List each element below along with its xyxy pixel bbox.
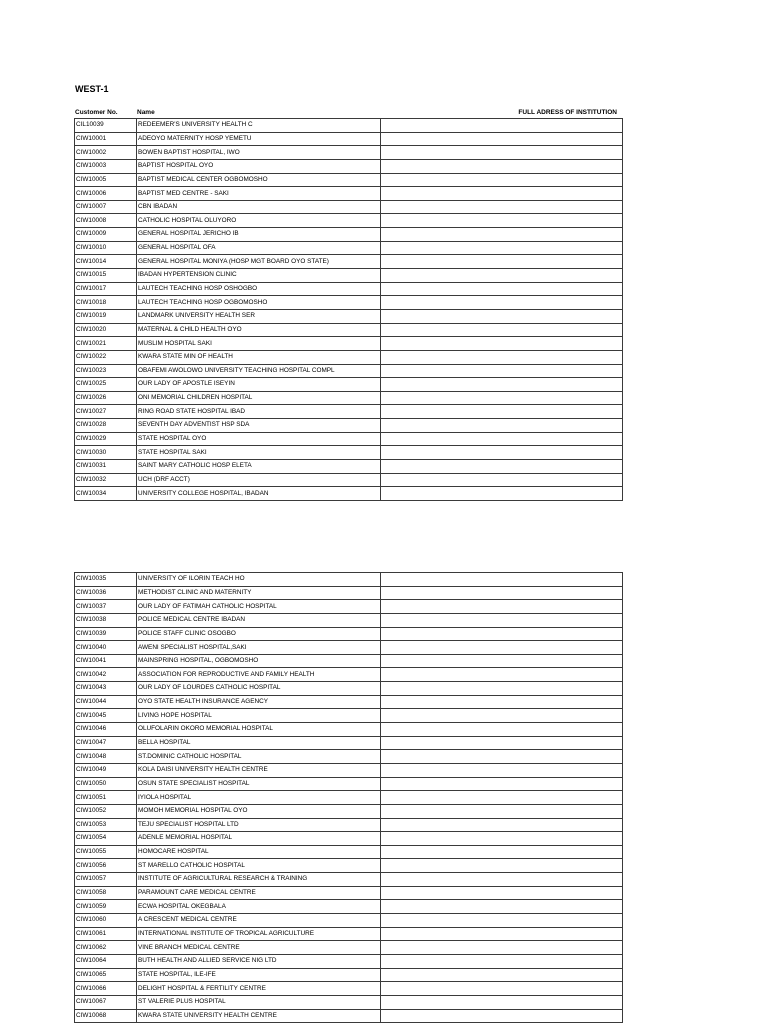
name-cell: BUTH HEALTH AND ALLIED SERVICE NIG LTD (137, 954, 381, 968)
table-row (75, 132, 623, 146)
name-cell: POLICE MEDICAL CENTRE IBADAN (137, 613, 381, 627)
address-cell (381, 173, 623, 187)
address-cell (381, 255, 623, 269)
table-row (75, 886, 623, 900)
table-row (75, 282, 623, 296)
name-cell: UNIVERSITY COLLEGE HOSPITAL, IBADAN (137, 487, 381, 501)
table-row (75, 709, 623, 723)
address-cell (381, 736, 623, 750)
customer-no-cell: CIW10058 (75, 886, 137, 900)
name-cell: OUR LADY OF APOSTLE ISEYIN (137, 378, 381, 392)
customer-no-cell: CIW10030 (75, 446, 137, 460)
table-row (75, 968, 623, 982)
customer-no-cell: CIW10021 (75, 337, 137, 351)
name-cell: MOMOH MEMORIAL HOSPITAL OYO (137, 804, 381, 818)
customer-no-cell: CIW10022 (75, 350, 137, 364)
address-cell (381, 804, 623, 818)
customer-no-cell: CIW10019 (75, 309, 137, 323)
customer-no-cell: CIW10056 (75, 859, 137, 873)
table-row (75, 641, 623, 655)
table-row (75, 573, 623, 587)
table-row (75, 845, 623, 859)
customer-no-cell: CIW10002 (75, 146, 137, 160)
customer-no-cell: CIW10052 (75, 804, 137, 818)
customer-no-cell: CIW10054 (75, 832, 137, 846)
customer-no-cell: CIW10009 (75, 228, 137, 242)
name-cell: ADENLE MEMORIAL HOSPITAL (137, 832, 381, 846)
address-cell (381, 900, 623, 914)
customer-no-cell: CIW10023 (75, 364, 137, 378)
name-cell: STATE HOSPITAL OYO (137, 432, 381, 446)
customer-no-cell: CIW10044 (75, 695, 137, 709)
address-cell (381, 323, 623, 337)
customer-no-cell: CIW10051 (75, 791, 137, 805)
name-cell: VINE BRANCH MEDICAL CENTRE (137, 941, 381, 955)
table-row (75, 473, 623, 487)
table-row (75, 818, 623, 832)
address-cell (381, 296, 623, 310)
customer-no-cell: CIW10015 (75, 269, 137, 283)
address-cell (381, 682, 623, 696)
address-cell (381, 886, 623, 900)
name-cell: ONI MEMORIAL CHILDREN HOSPITAL (137, 391, 381, 405)
name-cell: AWENI SPECIALIST HOSPITAL,SAKI (137, 641, 381, 655)
address-cell (381, 350, 623, 364)
name-cell: STATE HOSPITAL SAKI (137, 446, 381, 460)
address-cell (381, 914, 623, 928)
address-cell (381, 391, 623, 405)
customer-no-cell: CIW10048 (75, 750, 137, 764)
name-cell: OSUN STATE SPECIALIST HOSPITAL (137, 777, 381, 791)
name-cell: GENERAL HOSPITAL JERICHO IB (137, 228, 381, 242)
address-cell (381, 446, 623, 460)
table-row (75, 682, 623, 696)
customer-no-cell: CIW10041 (75, 654, 137, 668)
name-cell: KWARA STATE MIN OF HEALTH (137, 350, 381, 364)
table-row (75, 323, 623, 337)
customer-no-cell: CIW10003 (75, 159, 137, 173)
name-cell: OYO STATE HEALTH INSURANCE AGENCY (137, 695, 381, 709)
address-cell (381, 791, 623, 805)
address-cell (381, 309, 623, 323)
name-cell: IBADAN HYPERTENSION CLINIC (137, 269, 381, 283)
address-cell (381, 337, 623, 351)
name-cell: REDEEMER'S UNIVERSITY HEALTH C (137, 119, 381, 133)
address-cell (381, 750, 623, 764)
address-cell (381, 709, 623, 723)
name-cell: STATE HOSPITAL, ILE-IFE (137, 968, 381, 982)
address-cell (381, 941, 623, 955)
address-cell (381, 763, 623, 777)
address-cell (381, 627, 623, 641)
customer-no-cell: CIW10035 (75, 573, 137, 587)
name-cell: UCH (DRF ACCT) (137, 473, 381, 487)
name-cell: LIVING HOPE HOSPITAL (137, 709, 381, 723)
customer-no-cell: CIW10006 (75, 187, 137, 201)
address-cell (381, 586, 623, 600)
name-cell: KOLA DAISI UNIVERSITY HEALTH CENTRE (137, 763, 381, 777)
address-cell (381, 432, 623, 446)
table-row (75, 941, 623, 955)
table-row (75, 146, 623, 160)
address-cell (381, 405, 623, 419)
customer-no-cell: CIW10061 (75, 927, 137, 941)
customer-no-cell: CIW10043 (75, 682, 137, 696)
customer-no-cell: CIW10037 (75, 600, 137, 614)
customer-no-cell: CIW10057 (75, 873, 137, 887)
table-row (75, 873, 623, 887)
table-row (75, 200, 623, 214)
address-cell (381, 845, 623, 859)
customer-no-cell: CIW10049 (75, 763, 137, 777)
name-cell: INSTITUTE OF AGRICULTURAL RESEARCH & TRAINING (137, 873, 381, 887)
table-row (75, 173, 623, 187)
address-cell (381, 832, 623, 846)
table-row (75, 446, 623, 460)
table-row (75, 1009, 623, 1023)
header-name: Name (137, 109, 155, 116)
address-cell (381, 654, 623, 668)
table-row (75, 791, 623, 805)
address-cell (381, 187, 623, 201)
table-row (75, 954, 623, 968)
customer-no-cell: CIW10042 (75, 668, 137, 682)
name-cell: OLUFOLARIN OKORO MEMORIAL HOSPITAL (137, 723, 381, 737)
address-cell (381, 1009, 623, 1023)
name-cell: TEJU SPECIALIST HOSPITAL LTD (137, 818, 381, 832)
customer-no-cell: CIW10053 (75, 818, 137, 832)
table-row (75, 391, 623, 405)
address-cell (381, 777, 623, 791)
table-row (75, 255, 623, 269)
customer-no-cell: CIW10007 (75, 200, 137, 214)
customer-no-cell: CIW10055 (75, 845, 137, 859)
address-cell (381, 641, 623, 655)
name-cell: IYIOLA HOSPITAL (137, 791, 381, 805)
customer-no-cell: CIW10034 (75, 487, 137, 501)
name-cell: A CRESCENT MEDICAL CENTRE (137, 914, 381, 928)
table-row (75, 487, 623, 501)
header-customer-no: Customer No. (75, 109, 118, 116)
name-cell: MAINSPRING HOSPITAL, OGBOMOSHO (137, 654, 381, 668)
table-row (75, 668, 623, 682)
table-row (75, 269, 623, 283)
table-row (75, 159, 623, 173)
table-row (75, 832, 623, 846)
table-row (75, 119, 623, 133)
customer-no-cell: CIW10050 (75, 777, 137, 791)
customer-no-cell: CIW10028 (75, 419, 137, 433)
address-cell (381, 859, 623, 873)
address-cell (381, 723, 623, 737)
name-cell: SEVENTH DAY ADVENTIST HSP SDA (137, 419, 381, 433)
customer-no-cell: CIL10039 (75, 119, 137, 133)
address-cell (381, 119, 623, 133)
name-cell: UNIVERSITY OF ILORIN TEACH HO (137, 573, 381, 587)
name-cell: BELLA HOSPITAL (137, 736, 381, 750)
customer-no-cell: CIW10020 (75, 323, 137, 337)
name-cell: HOMOCARE HOSPITAL (137, 845, 381, 859)
customer-no-cell: CIW10038 (75, 613, 137, 627)
name-cell: INTERNATIONAL INSTITUTE OF TROPICAL AGRICULTURE (137, 927, 381, 941)
table-row (75, 763, 623, 777)
address-cell (381, 146, 623, 160)
name-cell: OUR LADY OF LOURDES CATHOLIC HOSPITAL (137, 682, 381, 696)
customer-no-cell: CIW10062 (75, 941, 137, 955)
table-row (75, 804, 623, 818)
table-row (75, 654, 623, 668)
table-row (75, 627, 623, 641)
name-cell: POLICE STAFF CLINIC OSOGBO (137, 627, 381, 641)
table-row (75, 405, 623, 419)
table-row (75, 296, 623, 310)
table-row (75, 859, 623, 873)
table-row (75, 364, 623, 378)
customer-no-cell: CIW10008 (75, 214, 137, 228)
address-cell (381, 573, 623, 587)
customer-no-cell: CIW10029 (75, 432, 137, 446)
table-row (75, 350, 623, 364)
name-cell: LAUTECH TEACHING HOSP OSHOGBO (137, 282, 381, 296)
table-row (75, 900, 623, 914)
address-cell (381, 695, 623, 709)
customer-no-cell: CIW10045 (75, 709, 137, 723)
address-cell (381, 982, 623, 996)
name-cell: CATHOLIC HOSPITAL OLUYORO (137, 214, 381, 228)
name-cell: BAPTIST HOSPITAL OYO (137, 159, 381, 173)
name-cell: ST.DOMINIC CATHOLIC HOSPITAL (137, 750, 381, 764)
table-row (75, 241, 623, 255)
address-cell (381, 364, 623, 378)
address-cell (381, 995, 623, 1009)
name-cell: PARAMOUNT CARE MEDICAL CENTRE (137, 886, 381, 900)
customer-no-cell: CIW10001 (75, 132, 137, 146)
address-cell (381, 600, 623, 614)
customer-no-cell: CIW10067 (75, 995, 137, 1009)
table-row (75, 187, 623, 201)
address-cell (381, 460, 623, 474)
address-cell (381, 873, 623, 887)
customer-no-cell: CIW10060 (75, 914, 137, 928)
sheet-title: WEST-1 (75, 84, 109, 94)
name-cell: GENERAL HOSPITAL OFA (137, 241, 381, 255)
table-row (75, 736, 623, 750)
address-cell (381, 419, 623, 433)
customer-no-cell: CIW10064 (75, 954, 137, 968)
address-cell (381, 968, 623, 982)
customer-no-cell: CIW10031 (75, 460, 137, 474)
address-cell (381, 132, 623, 146)
institution-table-2 (74, 572, 623, 1023)
address-cell (381, 228, 623, 242)
address-cell (381, 668, 623, 682)
table-row (75, 378, 623, 392)
table-row (75, 982, 623, 996)
address-cell (381, 282, 623, 296)
name-cell: ASSOCIATION FOR REPRODUCTIVE AND FAMILY HEALTH (137, 668, 381, 682)
name-cell: MUSLIM HOSPITAL SAKI (137, 337, 381, 351)
customer-no-cell: CIW10018 (75, 296, 137, 310)
customer-no-cell: CIW10046 (75, 723, 137, 737)
customer-no-cell: CIW10017 (75, 282, 137, 296)
address-cell (381, 613, 623, 627)
table-row (75, 214, 623, 228)
table-row (75, 228, 623, 242)
address-cell (381, 241, 623, 255)
table-row (75, 419, 623, 433)
address-cell (381, 954, 623, 968)
customer-no-cell: CIW10039 (75, 627, 137, 641)
name-cell: OBAFEMI AWOLOWO UNIVERSITY TEACHING HOSPITAL COMPL (137, 364, 381, 378)
customer-no-cell: CIW10059 (75, 900, 137, 914)
address-cell (381, 269, 623, 283)
customer-no-cell: CIW10026 (75, 391, 137, 405)
name-cell: LANDMARK UNIVERSITY HEALTH SER (137, 309, 381, 323)
address-cell (381, 818, 623, 832)
table-row (75, 927, 623, 941)
name-cell: RING ROAD STATE HOSPITAL IBAD (137, 405, 381, 419)
address-cell (381, 487, 623, 501)
name-cell: CBN IBADAN (137, 200, 381, 214)
customer-no-cell: CIW10025 (75, 378, 137, 392)
table-row (75, 723, 623, 737)
name-cell: ST VALERIE PLUS HOSPITAL (137, 995, 381, 1009)
table-row (75, 586, 623, 600)
address-cell (381, 159, 623, 173)
name-cell: BAPTIST MED CENTRE - SAKI (137, 187, 381, 201)
table-row (75, 600, 623, 614)
customer-no-cell: CIW10014 (75, 255, 137, 269)
name-cell: GENERAL HOSPITAL MONIYA (HOSP MGT BOARD OYO STATE) (137, 255, 381, 269)
customer-no-cell: CIW10010 (75, 241, 137, 255)
address-cell (381, 473, 623, 487)
name-cell: LAUTECH TEACHING HOSP OGBOMOSHO (137, 296, 381, 310)
name-cell: BOWEN BAPTIST HOSPITAL, IWO (137, 146, 381, 160)
table-row (75, 777, 623, 791)
address-cell (381, 214, 623, 228)
table-row (75, 460, 623, 474)
customer-no-cell: CIW10065 (75, 968, 137, 982)
customer-no-cell: CIW10047 (75, 736, 137, 750)
table-row (75, 695, 623, 709)
table-row (75, 750, 623, 764)
customer-no-cell: CIW10068 (75, 1009, 137, 1023)
name-cell: ECWA HOSPITAL OKEGBALA (137, 900, 381, 914)
name-cell: ST MARELLO CATHOLIC HOSPITAL (137, 859, 381, 873)
header-address: FULL ADRESS OF INSTITUTION (518, 109, 617, 116)
institution-table-1 (74, 118, 623, 501)
table-row (75, 613, 623, 627)
customer-no-cell: CIW10040 (75, 641, 137, 655)
table-row (75, 309, 623, 323)
table-row (75, 432, 623, 446)
table-row (75, 914, 623, 928)
column-headers (75, 109, 619, 118)
customer-no-cell: CIW10005 (75, 173, 137, 187)
name-cell: MATERNAL & CHILD HEALTH OYO (137, 323, 381, 337)
customer-no-cell: CIW10027 (75, 405, 137, 419)
name-cell: BAPTIST MEDICAL CENTER OGBOMOSHO (137, 173, 381, 187)
address-cell (381, 378, 623, 392)
name-cell: OUR LADY OF FATIMAH CATHOLIC HOSPITAL (137, 600, 381, 614)
customer-no-cell: CIW10032 (75, 473, 137, 487)
customer-no-cell: CIW10066 (75, 982, 137, 996)
address-cell (381, 200, 623, 214)
table-row (75, 995, 623, 1009)
name-cell: SAINT MARY CATHOLIC HOSP ELETA (137, 460, 381, 474)
name-cell: ADEOYO MATERNITY HOSP YEMETU (137, 132, 381, 146)
name-cell: METHODIST CLINIC AND MATERNITY (137, 586, 381, 600)
customer-no-cell: CIW10036 (75, 586, 137, 600)
address-cell (381, 927, 623, 941)
name-cell: KWARA STATE UNIVERSITY HEALTH CENTRE (137, 1009, 381, 1023)
name-cell: DELIGHT HOSPITAL & FERTILITY CENTRE (137, 982, 381, 996)
table-row (75, 337, 623, 351)
